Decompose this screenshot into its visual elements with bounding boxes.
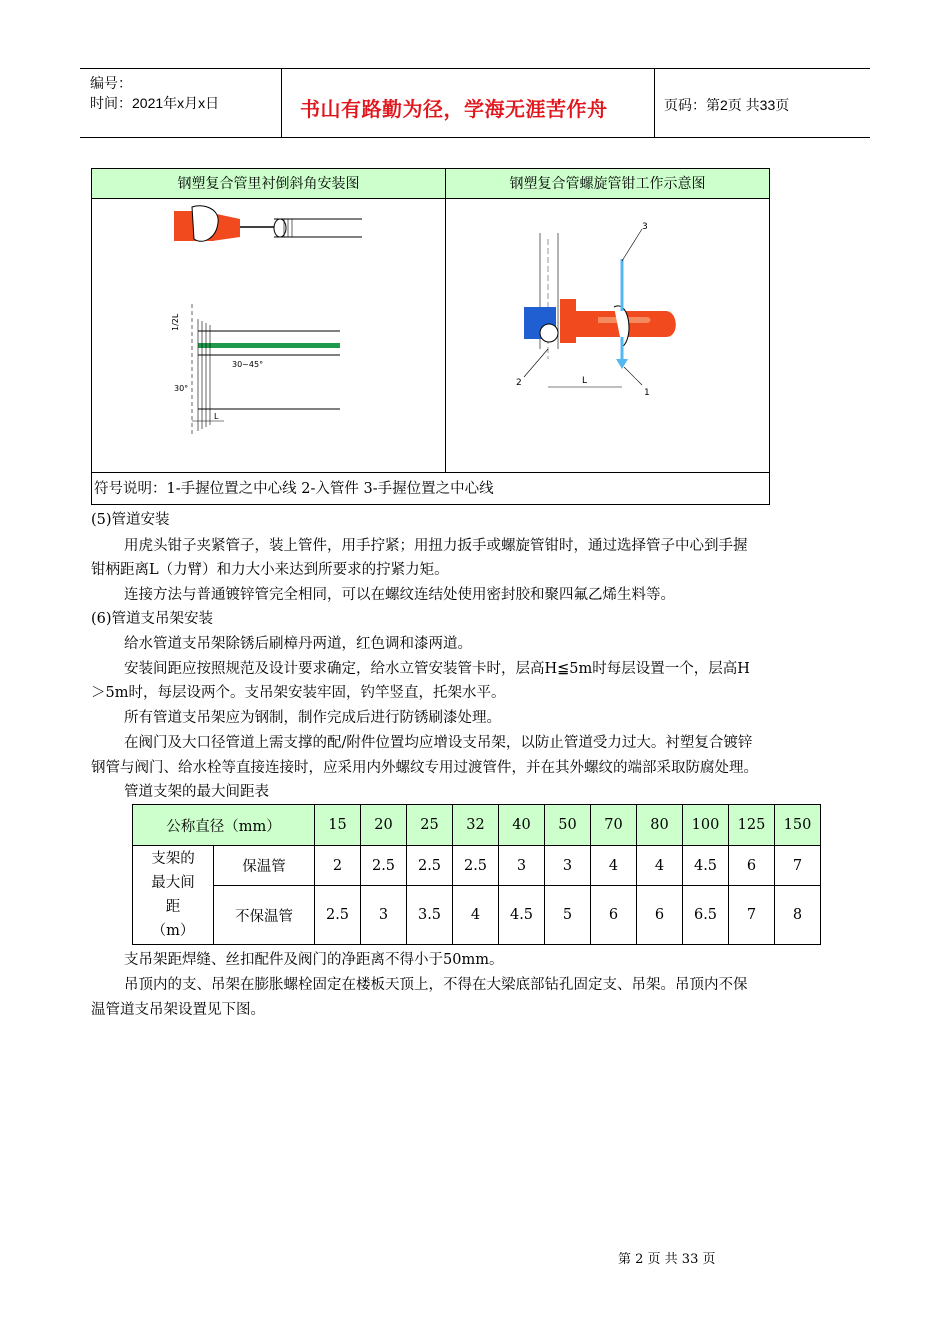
length-label-left: L	[214, 412, 219, 421]
leader-2	[524, 349, 548, 377]
diameter-cell: 20	[361, 805, 407, 846]
diameter-cell: 80	[637, 805, 683, 846]
figure-table	[91, 168, 770, 505]
diameter-cell: 125	[729, 805, 775, 846]
page-footer: 第 2 页 共 33 页	[618, 1252, 716, 1267]
after-table-2b: 温管道支吊架设置见下图。	[91, 1002, 265, 1018]
value-cell: 4	[637, 846, 683, 886]
value-cell: 6	[637, 886, 683, 945]
label-3: 3	[642, 222, 648, 232]
table-caption: 管道支架的最大间距表	[124, 784, 269, 800]
row-label: 保温管	[214, 846, 315, 886]
s5-paragraph-1a: 用虎头钳子夹紧管子，装上管件，用手拧紧；用扭力扳手或螺旋管钳时，通过选择管子中心到手握	[124, 538, 748, 554]
header-diameter-label: 公称直径（mm）	[133, 805, 315, 846]
wrench-nut	[540, 324, 558, 342]
label-1: 1	[644, 388, 650, 398]
value-cell: 6.5	[683, 886, 729, 945]
figure-chamfer-install	[92, 199, 446, 473]
diameter-cell: 15	[315, 805, 361, 846]
figure-wrench-work	[446, 199, 769, 473]
length-label-right: L	[582, 376, 588, 386]
value-cell: 3	[361, 886, 407, 945]
section-5-title: (5)管道安装	[91, 512, 170, 528]
motto: 书山有路勤为径，学海无涯苦作舟	[300, 97, 608, 121]
label-2: 2	[516, 378, 522, 388]
after-table-2a: 吊顶内的支、吊架在膨胀螺栓固定在楼板天顶上，不得在大梁底部钻孔固定支、吊架。吊顶内不保	[124, 977, 748, 993]
chamfer-diagram	[92, 199, 444, 471]
diameter-cell: 150	[775, 805, 821, 846]
value-cell: 3	[499, 846, 545, 886]
header-meta	[80, 69, 282, 137]
value-cell: 2.5	[453, 846, 499, 886]
after-table-1: 支吊架距焊缝、丝扣配件及阀门的净距离不得小于50mm。	[124, 952, 504, 968]
support-spacing-table	[132, 804, 821, 945]
value-cell: 6	[591, 886, 637, 945]
number-label: 编号：	[90, 75, 132, 91]
page-label: 页码：第2页 共33页	[664, 97, 790, 113]
value-cell: 7	[775, 846, 821, 886]
diameter-cell: 32	[453, 805, 499, 846]
s6-paragraph-3: 所有管道支吊架应为钢制，制作完成后进行防锈刷漆处理。	[124, 710, 501, 726]
table-row	[133, 846, 821, 886]
section-6-title: (6)管道支吊架安装	[91, 611, 214, 627]
s6-paragraph-1: 给水管道支吊架除锈后刷樟丹两道，红色调和漆两道。	[124, 636, 472, 652]
value-cell: 2.5	[315, 886, 361, 945]
pipe-thread	[284, 219, 292, 237]
table-row	[133, 886, 821, 945]
value-cell: 5	[545, 886, 591, 945]
value-cell: 4.5	[683, 846, 729, 886]
group-label-cell	[133, 846, 214, 945]
page-header	[80, 68, 870, 138]
diameter-cell: 40	[499, 805, 545, 846]
pipe-lining	[198, 343, 340, 348]
group-label-line: 最大间	[151, 875, 195, 891]
figure-left-title: 钢塑复合管里衬倒斜角安装图	[92, 169, 446, 199]
s6-paragraph-2a: 安装间距应按照规范及设计要求确定，给水立管安装管卡时，层高H≦5m时每层设置一个，层高H	[124, 661, 750, 677]
s6-paragraph-4a: 在阀门及大口径管道上需支撑的配/附件位置均应增设支吊架，以防止管道受力过大。衬塑复合镀锌	[124, 735, 753, 751]
wrench-diagram	[446, 199, 767, 471]
group-label-line: 距	[165, 899, 181, 915]
value-cell: 2.5	[361, 846, 407, 886]
s5-paragraph-1b: 钳柄距离L（力臂）和力大小来达到所要求的拧紧力矩。	[91, 562, 449, 578]
angle2-label: 30°	[174, 384, 189, 393]
leader-3	[622, 229, 642, 261]
value-cell: 8	[775, 886, 821, 945]
s5-paragraph-2: 连接方法与普通镀锌管完全相同，可以在螺纹连结处使用密封胶和聚四氟乙烯生料等。	[124, 587, 675, 603]
diameter-cell: 25	[407, 805, 453, 846]
leader-1	[624, 367, 642, 385]
time-label: 时间：2021年x月x日	[90, 95, 220, 111]
group-label-line: （m）	[151, 923, 195, 939]
value-cell: 7	[729, 886, 775, 945]
figure-right-title: 钢塑复合管螺旋管钳工作示意图	[446, 169, 769, 199]
wrench-head	[560, 299, 576, 343]
value-cell: 2	[315, 846, 361, 886]
value-cell: 3	[545, 846, 591, 886]
figure-note: 符号说明：1-手握位置之中心线 2-入管件 3-手握位置之中心线	[94, 481, 494, 497]
value-cell: 4	[453, 886, 499, 945]
diameter-cell: 70	[591, 805, 637, 846]
fitting-thread	[198, 319, 210, 431]
table-header-row	[133, 805, 821, 846]
row-label: 不保温管	[214, 886, 315, 945]
value-cell: 6	[729, 846, 775, 886]
header-motto-cell	[282, 69, 655, 137]
s6-paragraph-2b: ＞5m时，每层设两个。支吊架安装牢固，钓竿竖直，托架水平。	[91, 685, 506, 701]
value-cell: 4	[591, 846, 637, 886]
force-arrow-head	[616, 359, 628, 369]
dim-half-label: 1/2L	[171, 313, 180, 331]
value-cell: 2.5	[407, 846, 453, 886]
value-cell: 3.5	[407, 886, 453, 945]
s6-paragraph-4b: 钢管与阀门、给水栓等直接连接时，应采用内外螺纹专用过渡管件，并在其外螺纹的端部采取防腐处理。	[91, 760, 758, 776]
diameter-cell: 100	[683, 805, 729, 846]
group-label-line: 支架的	[151, 851, 195, 867]
diameter-cell: 50	[545, 805, 591, 846]
value-cell: 4.5	[499, 886, 545, 945]
angle-label: 30~45°	[232, 360, 264, 369]
